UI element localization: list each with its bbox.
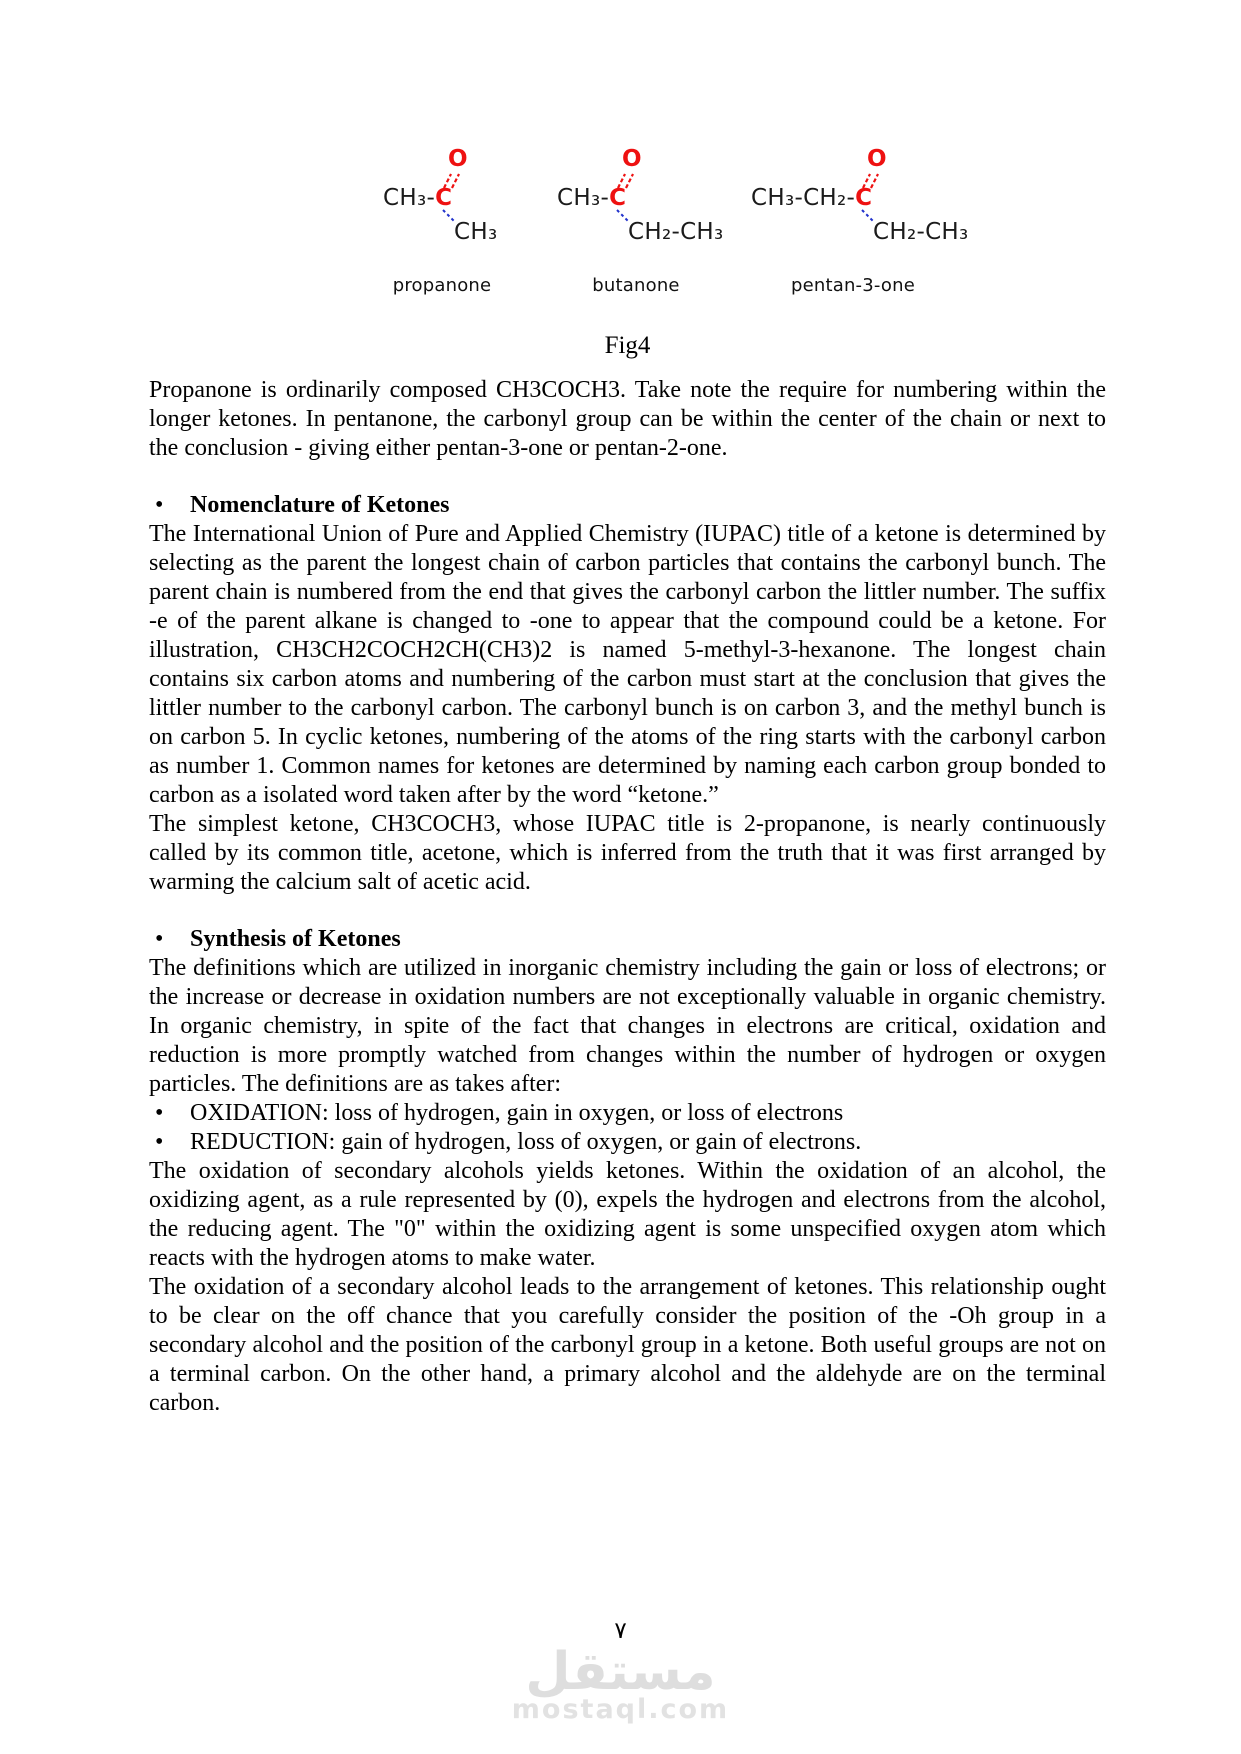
main-chain (557, 185, 626, 211)
oxygen-atom: O (448, 146, 468, 172)
section-heading-synthesis (149, 925, 1106, 954)
structure-pentan-3-one (751, 146, 969, 298)
list-item-reduction (149, 1128, 1106, 1157)
watermark-domain: mostaql.com (511, 1694, 730, 1725)
figure-caption: Fig4 (604, 332, 651, 359)
main-chain (751, 185, 872, 211)
left-chain-text: CH₃- (383, 185, 436, 211)
carbonyl-carbon: C (855, 185, 873, 211)
section-heading-nomenclature (149, 491, 1106, 520)
page-footer (0, 1618, 1241, 1725)
paragraph-intro: Propanone is ordinarily composed CH3COCH3. Take note the require for numbering within the longer ketones. In pentanone, the carbonyl group can be within the center of the chain or next to the conclusion - giving either pentan-3-one or pentan-2-one. (149, 377, 1106, 461)
list-item-oxidation (149, 1099, 1106, 1128)
left-chain-text: CH₃- (557, 185, 610, 211)
paragraph-nomenclature-2: The simplest ketone, CH3COCH3, whose IUPAC title is 2-propanone, is nearly continuously called by its common title, acetone, which is inferred from the truth that it was first arranged by warming the calcium salt of acetic acid. (149, 811, 1106, 895)
oxygen-atom: O (867, 146, 887, 172)
left-chain-text: CH₃-CH₂- (751, 185, 856, 211)
bullet-icon: • (155, 1100, 164, 1126)
structure-label: butanone (592, 275, 680, 296)
bottom-chain-text: CH₂-CH₃ (628, 219, 724, 245)
structure-label: pentan-3-one (790, 275, 916, 296)
paragraph-synthesis-2: The oxidation of secondary alcohols yields ketones. Within the oxidation of an alcohol, the oxidizing agent, as a rule represented by (0), expels the hydrogen and electrons from the alcohol, the reducing agent. The "0" within the oxidizing agent is some unspecified oxygen atom which reacts with the hydrogen atoms to make water. (149, 1158, 1106, 1271)
watermark-arabic-logo: مستقل (525, 1642, 716, 1702)
document-body (149, 376, 1106, 1418)
paragraph-synthesis-3: The oxidation of a secondary alcohol leads to the arrangement of ketones. This relationship ought to be clear on the off chance that you carefully consider the position of the -Oh group in a secondary alcohol and the position of the carbonyl group in a ketone. Both useful groups are not on a terminal carbon. On the other hand, a primary alcohol and the aldehyde are on the terminal carbon. (149, 1274, 1106, 1416)
list-item-oxidation-text: OXIDATION: loss of hydrogen, gain in oxygen, or loss of electrons (190, 1100, 844, 1126)
oxygen-atom: O (622, 146, 642, 172)
structure-label: propanone (392, 275, 492, 296)
paragraph-nomenclature-1: The International Union of Pure and Applied Chemistry (IUPAC) title of a ketone is determined by selecting as the parent the longest chain of carbon particles that contains the carbonyl bunch. The parent chain is numbered from the end that gives the carbonyl carbon the littler number. The suffix -e of the parent alkane is changed to -one to appear that the compound could be a ketone. For illustration, CH3CH2COCH2CH(CH3)2 is named 5-methyl-3-hexanone. The longest chain contains six carbon atoms and numbering of the carbon must start at the conclusion that gives the littler number to the carbonyl carbon. The carbonyl bunch is on carbon 3, and the methyl bunch is on carbon 5. In cyclic ketones, numbering of the atoms of the ring starts with the carbonyl carbon as number 1. Common names for ketones are determined by naming each carbon group bonded to carbon as a isolated word taken after by the word “ketone.” (149, 521, 1106, 808)
heading-synthesis-label: Synthesis of Ketones (190, 926, 401, 952)
spacer (149, 463, 1106, 491)
bullet-icon: • (155, 1129, 164, 1155)
chemical-structures (0, 146, 1241, 298)
structure-propanone (383, 146, 501, 298)
carbonyl-carbon: C (435, 185, 453, 211)
spacer (149, 897, 1106, 925)
figure-fig4 (0, 0, 1241, 360)
heading-nomenclature-label: Nomenclature of Ketones (190, 492, 450, 518)
bullet-icon: • (155, 926, 164, 952)
bottom-chain-text: CH₂-CH₃ (873, 219, 969, 245)
list-item-reduction-text: REDUCTION: gain of hydrogen, loss of oxygen, or gain of electrons. (190, 1129, 862, 1155)
bullet-icon: • (155, 492, 164, 518)
structure-butanone (557, 146, 724, 298)
page-number: ٧ (614, 1618, 627, 1643)
carbonyl-carbon: C (609, 185, 627, 211)
main-chain (383, 185, 452, 211)
paragraph-synthesis-1: The definitions which are utilized in inorganic chemistry including the gain or loss of electrons; or the increase or decrease in oxidation numbers are not exceptionally valuable in organic chemistry. In organic chemistry, in spite of the fact that changes in electrons are critical, oxidation and reduction is more promptly watched from changes within the number of hydrogen or oxygen particles. The definitions are as takes after: (149, 955, 1106, 1097)
bottom-chain-text: CH₃ (454, 219, 498, 245)
